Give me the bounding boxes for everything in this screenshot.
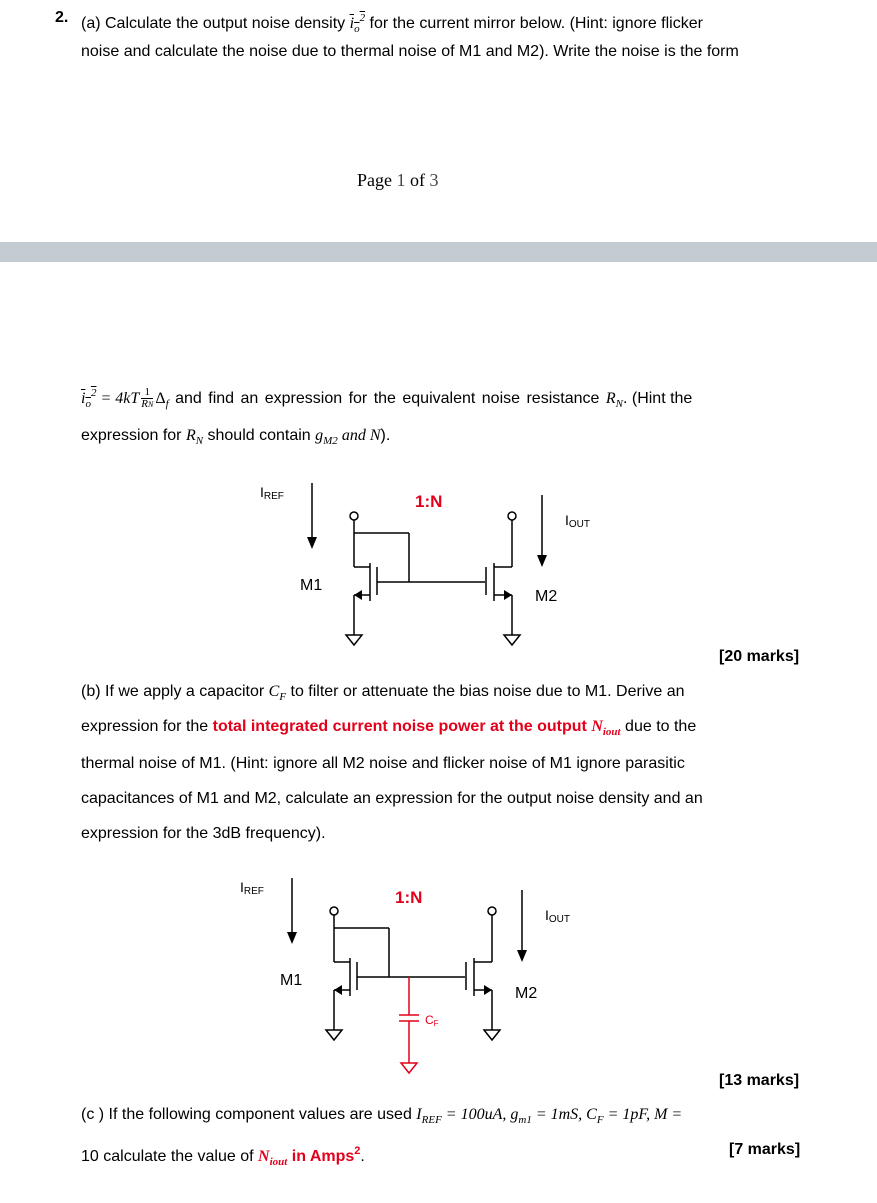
current-mirror-circuit <box>240 475 620 655</box>
ratio-label: 1:N <box>415 492 443 511</box>
ratio-label: 1:N <box>395 888 423 907</box>
cf-capacitor <box>399 977 419 1063</box>
page-footer: Page 1 of 3 <box>357 170 439 190</box>
part-b-line1: (b) If we apply a capacitor $C_F$ to filter or attenuate the bias noise due to M1. Derive an <box>81 683 685 703</box>
part-c-marks: [7 marks] <box>729 1141 801 1158</box>
part-b-line4: capacitances of M1 and M2, calculate an expression for the output noise density and an <box>81 790 703 807</box>
m2-label: M2 <box>535 588 558 605</box>
ground-icon <box>401 1063 417 1073</box>
ground-icon <box>504 635 520 645</box>
part-b-marks: [13 marks] <box>719 1072 800 1089</box>
ground-icon <box>346 635 362 645</box>
part-c-line2: 10 calculate the value of $N_{iout}$ in Amps$^2$. <box>81 1145 365 1168</box>
iout-label: IOUT <box>565 512 590 530</box>
part-c-line1: (c ) If the following component values are used $I_{REF} = 100uA$, $g_{m1} = 1mS$, $C_F = 1pF$, M = <box>81 1106 683 1126</box>
question-number: 2. <box>55 9 69 26</box>
part-a-line2: noise and calculate the noise due to thermal noise of M1 and M2). Write the noise is the form <box>81 43 739 60</box>
ground-icon <box>484 1030 500 1040</box>
noise-symbol-2: $i_o^2$ <box>81 387 97 410</box>
current-mirror-with-cf-circuit <box>220 870 600 1085</box>
iref-label: IREF <box>260 484 284 502</box>
m1-label: M1 <box>280 972 303 989</box>
formula-fraction: $\frac{1}{RN}$ <box>141 386 154 411</box>
part-a-line4: expression for $R_N$ should contain $g_{M2}$ and N). <box>81 427 391 447</box>
part-b-line5: expression for the 3dB frequency). <box>81 825 326 842</box>
iout-label: IOUT <box>545 907 570 925</box>
m2-label: M2 <box>515 985 538 1002</box>
part-b-line2: expression for the total integrated current noise power at the output $N_{iout}$ due to the <box>81 718 697 738</box>
cf-label: CF <box>425 1013 439 1028</box>
part-a-line3: $i_o^2 = 4kT$ $\frac{1}{RN}$ $\Delta_f$ and find an expression for the equivalent noise resistance $R_N$. (Hint the <box>81 386 693 411</box>
iref-arrowhead <box>307 537 317 549</box>
page-separator <box>0 242 877 262</box>
part-a-marks: [20 marks] <box>719 648 800 665</box>
part-b-line3: thermal noise of M1. (Hint: ignore all M2 noise and flicker noise of M1 ignore parasitic <box>81 755 685 772</box>
m1-label: M1 <box>300 577 323 594</box>
part-a-line1: (a) Calculate the output noise density $i_o^2$ for the current mirror below. (Hint: ignore flicker <box>81 12 703 35</box>
iout-arrowhead <box>537 555 547 567</box>
noise-symbol: $i_o^2$ <box>349 12 366 35</box>
iref-label: IREF <box>240 879 264 897</box>
ground-icon <box>326 1030 342 1040</box>
